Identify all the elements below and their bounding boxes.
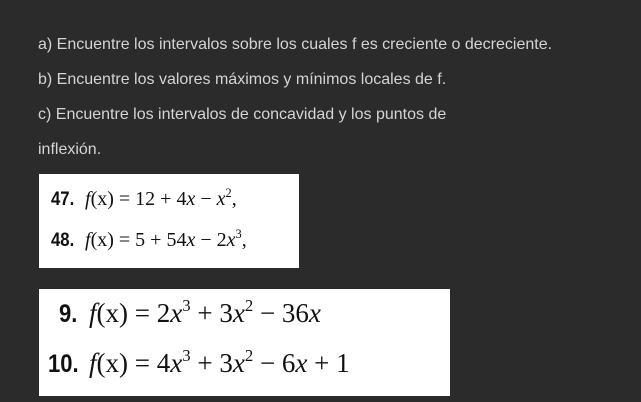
instruction-b: b) Encuentre los valores máximos y mínimos locales de f. (38, 71, 447, 88)
function-expression: $f(x) = 5 + 54x - 2x^3$, (85, 226, 247, 251)
problem-number: 9. (59, 300, 78, 328)
problem-10 (48, 348, 350, 379)
problem-9 (59, 298, 321, 329)
instruction-a: a) Encuentre los intervalos sobre los cuales f es creciente o decreciente. (38, 36, 553, 53)
problem-48 (51, 226, 247, 252)
exercise-image-2 (39, 289, 450, 396)
function-expression: $f(x) = 12 + 4x - x^2$, (85, 185, 237, 210)
problem-number: 10. (48, 350, 79, 378)
problem-number: 48. (51, 230, 75, 251)
function-expression: $f(x) = 4x^3 + 3x^2 - 6x + 1$ (89, 346, 350, 378)
instruction-c: c) Encuentre los intervalos de concavidad y los puntos de (38, 106, 447, 123)
function-expression: $f(x) = 2x^3 + 3x^2 - 36x$ (89, 296, 321, 328)
problem-47 (51, 185, 237, 211)
exercise-image-1 (39, 174, 299, 268)
problem-number: 47. (51, 189, 75, 210)
instruction-c-continued: inflexión. (38, 141, 102, 158)
